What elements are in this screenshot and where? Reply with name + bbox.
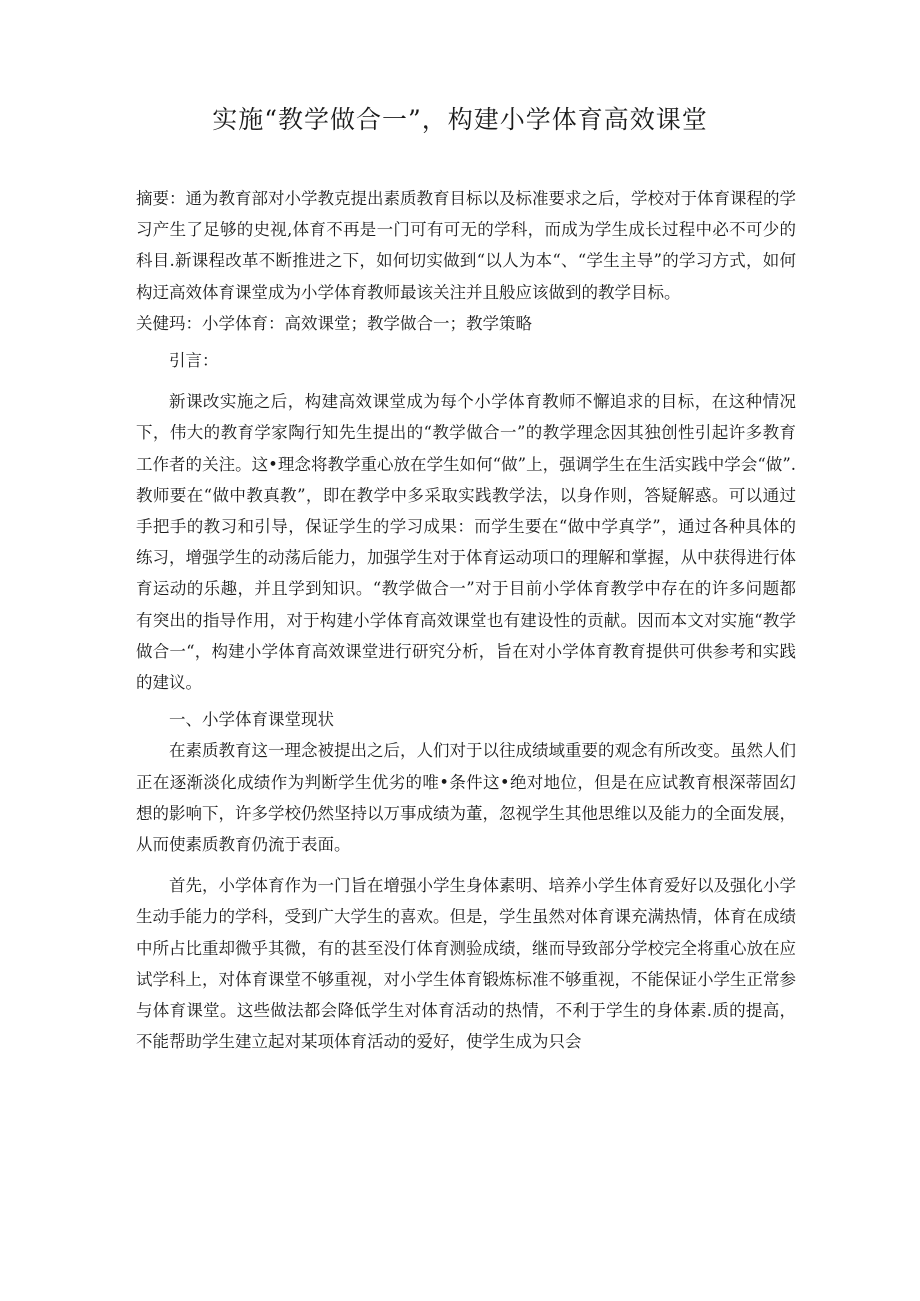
section-1-paragraph-1: 在素质教育这一理念被提出之后，人们对于以往成绩域重要的观念有所改变。虽然人们正在逐渐淡化成绩作为判断学生优劣的唯•条件这•绝对地位，但是在应试教育根深蒂固幻想的影响下，许多学校仍然坚持以万事成绩为董，忽视学生其他思维以及能力的全面发展，从而使素质教育仍流于表面。 bbox=[136, 741, 796, 855]
keywords-line: 关健玛：小学体育：高效课堂；教学做合一；教学策略 bbox=[136, 313, 532, 333]
intro-heading: 引言： bbox=[169, 351, 219, 371]
document-body bbox=[136, 183, 796, 1057]
document-title: 实施“教学做合一”，构建小学体育高效课堂 bbox=[212, 105, 708, 134]
section-1-paragraph-2: 首先，小学体育作为一门旨在增强小学生身体素明、培养小学生体育爱好以及强化小学生动手能力的学科，受到广大学生的喜欢。但是，学生虽然对体育课充满热情，体育在成绩中所占比重却微乎其微，有的甚至没仃体育测验成绩，继而导致部分学校完全将重心放在应试学科上，对体育课堂不够重视，对小学生体育锻炼标准不够重视，不能保证小学生正常参与体育课堂。这些做法都会降低学生对体育活动的热情，不利于学生的身体素.质的提高，不能帮助学生建立起对某项体育活动的爱好，使学生成为只会 bbox=[136, 876, 796, 1052]
abstract-paragraph: 摘要：通为教育部对小学教克提出素质教育目标以及标准要求之后，学校对于体育课程的学习产生了足够的史视,体育不再是一门可有可无的学科，而成为学生成长过程中必不可少的科目.新课程改革不断推进之下，如何切实做到“以人为本“、“学生主导”的学习方式，如何构迂高效体育课堂成为小学体育教师最该关注并且般应该做到的教学目标。 bbox=[136, 189, 796, 302]
section-1-heading: 一、小学体育课堂现状 bbox=[169, 710, 334, 730]
intro-paragraph: 新课改实施之后，构建高效课堂成为每个小学体育教师不懈追求的目标，在这种情况下，伟大的教育学家陶行知先生提出的“教学做合一”的教学理念因其独创性引起许多教育工作者的关注。这•理念将教学重心放在学生如何“做”上，强调学生在生活实践中学会“做”.教师要在“做中教真教”，即在教学中多采取实践教学法，以身作则，答疑解惑。可以通过手把手的教习和引导，保证学生的学习成果：而学生要在“做中学真学”，通过各种具体的练习，增强学生的动荡后能力，加强学生对于体育运动项口的理解和掌握，从中获得进行体育运动的乐趣，并且学到知识。“教学做合一”对于目前小学体育教学中存在的许多问题都有突出的指导作用，对于构建小学体育高效课堂也有建设性的贡献。因而本文对实施“教学做合一“，构建小学体育高效课堂进行研究分析，旨在对小学体育教育提供可供参考和实践的建议。 bbox=[136, 392, 796, 693]
